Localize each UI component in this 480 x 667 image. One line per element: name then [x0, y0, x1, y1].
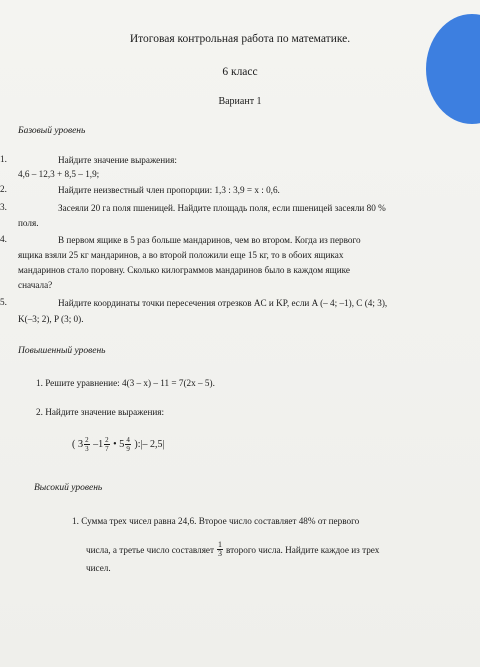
high-task-text: 1. Сумма трех чисел равна 24,6. Второе число составляет 48% от первого: [72, 516, 360, 526]
variant-label: Вариант 1: [218, 96, 262, 107]
high-task-text-part: числа, а третье число составляет: [86, 544, 215, 555]
worksheet-title: Итоговая контрольная работа по математике.: [129, 33, 351, 45]
task-number: 2.: [0, 184, 7, 194]
high-task-text-part: второго числа. Найдите каждое из трех: [226, 544, 380, 555]
task-text: Найдите координаты точки пересечения отрезков AC и KP, если A (– 4; –1), C (4; 3),: [58, 298, 388, 308]
task-text: 4,6 – 12,3 + 8,5 – 1,9;: [18, 169, 100, 179]
high-level-heading: Высокий уровень: [34, 483, 103, 493]
task-text: Засеяли 20 га поля пшеницей. Найдите площадь поля, если пшеницей засеяли 80 %: [58, 203, 386, 213]
grade-label: 6 класс: [222, 66, 258, 78]
denominator: 9: [126, 445, 130, 453]
numerator: 2: [105, 436, 109, 444]
task-text: ящика взяли 25 кг мандаринов, а во второй положили еще 15 кг, то в обоих ящиках: [18, 250, 344, 260]
task-text: поля.: [18, 218, 39, 228]
math-expression: [72, 436, 164, 453]
expr-fraction-3: [125, 436, 131, 453]
task-number: 1.: [0, 154, 7, 164]
one-third-fraction: [217, 541, 223, 558]
expr-tail: ):|– 2,5|: [134, 438, 165, 450]
basic-level-heading: Базовый уровень: [18, 126, 86, 136]
task-number: 5.: [0, 297, 7, 307]
numerator: 4: [126, 436, 130, 444]
numerator: 1: [218, 540, 223, 549]
task-text: В первом ящике в 5 раз больше мандаринов, чем во втором. Когда из первого: [58, 235, 361, 245]
high-task-text: чисел.: [86, 563, 111, 573]
task-text: K(–3; 2), P (3; 0).: [18, 314, 84, 324]
expression-task: 2. Найдите значение выражения:: [36, 407, 165, 417]
expr-open-paren: (: [72, 438, 76, 450]
denominator: 3: [218, 549, 223, 558]
task-text: мандаринов стало поровну. Сколько килограммов мандаринов было в каждом ящике: [18, 265, 350, 275]
task-text: Найдите неизвестный член пропорции: 1,3 : 3,9 = x : 0,6.: [58, 185, 280, 195]
denominator: 7: [105, 445, 109, 453]
numerator: 2: [85, 436, 89, 444]
high-task-text: [86, 541, 379, 558]
advanced-level-heading: Повышенный уровень: [18, 346, 106, 356]
equation-task: 1. Решите уравнение: 4(3 – x) – 11 = 7(2x – 5).: [36, 378, 215, 388]
expr-fraction-2: [104, 436, 110, 453]
task-text: сначала?: [18, 280, 53, 290]
denominator: 3: [85, 445, 89, 453]
task-text: Найдите значение выражения:: [58, 155, 177, 165]
expr-whole-3: 5: [119, 438, 125, 450]
task-number: 3.: [0, 202, 7, 212]
expr-multiply-dot: •: [113, 438, 117, 450]
expr-whole-1: 3: [77, 438, 84, 450]
expr-minus-1: –1: [93, 438, 104, 450]
expr-fraction-1: [84, 436, 90, 453]
task-number: 4.: [0, 234, 7, 244]
